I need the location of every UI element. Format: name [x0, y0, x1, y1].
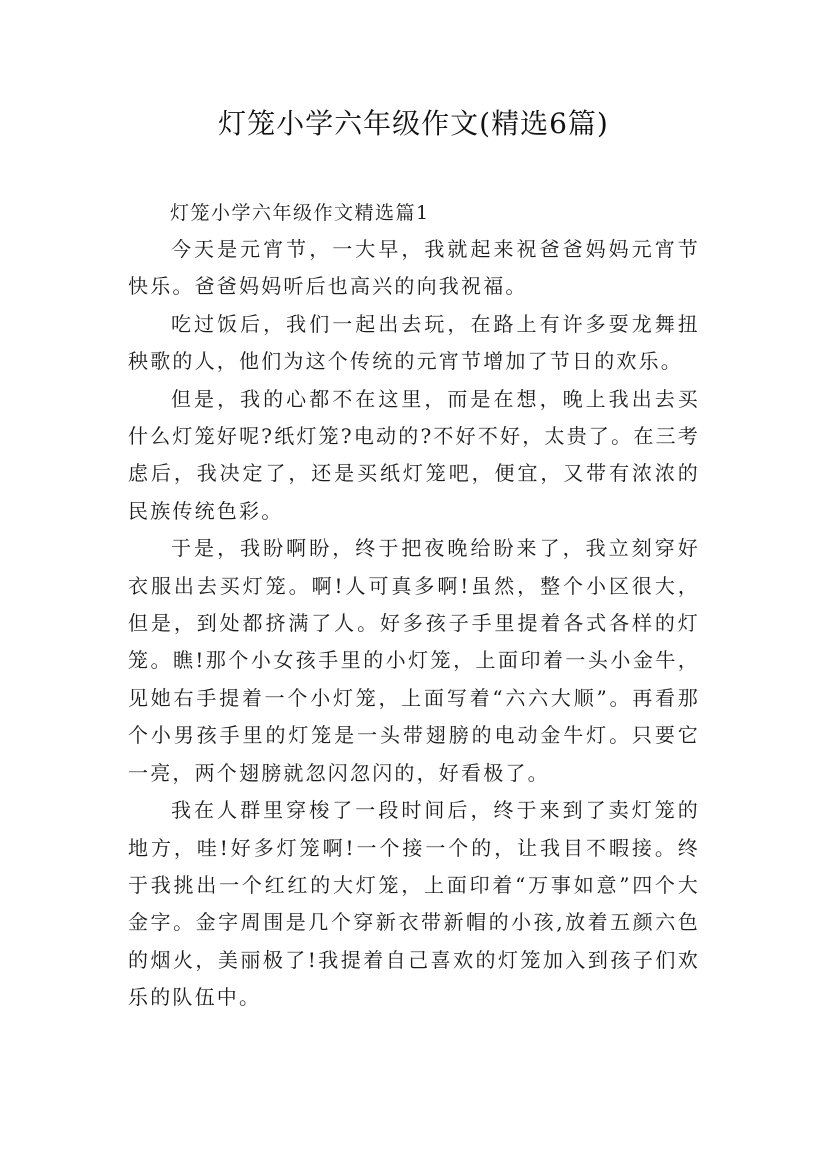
document-body: [128, 195, 700, 1017]
paragraph-2: 吃过饭后，我们一起出去玩，在路上有许多耍龙舞扭秧歌的人，他们为这个传统的元宵节增加了节日的欢乐。: [128, 311, 700, 374]
section-heading: 灯笼小学六年级作文精选篇1: [170, 202, 430, 224]
paragraph-5: 我在人群里穿梭了一段时间后，终于来到了卖灯笼的地方，哇!好多灯笼啊!一个接一个的，让我目不暇接。终于我挑出一个红红的大灯笼，上面印着“万事如意”四个大金字。金字周围是几个穿新衣带新帽的小孩,放着五颜六色的烟火，美丽极了!我提着自己喜欢的灯笼加入到孩子们欢乐的队伍中。: [128, 798, 700, 1010]
paragraph-1: 今天是元宵节，一大早，我就起来祝爸爸妈妈元宵节快乐。爸爸妈妈听后也高兴的向我祝福。: [128, 237, 700, 299]
paragraph-3: 但是，我的心都不在这里，而是在想，晚上我出去买什么灯笼好呢?纸灯笼?电动的?不好不好，太贵了。在三考虑后，我决定了，还是买纸灯笼吧，便宜，又带有浓浓的民族传统色彩。: [128, 386, 700, 523]
document-title: 灯笼小学六年级作文(精选6篇): [218, 107, 609, 140]
paragraph-4: 于是，我盼啊盼，终于把夜晚给盼来了，我立刻穿好衣服出去买灯笼。啊!人可真多啊!虽然，整个小区很大，但是，到处都挤满了人。好多孩子手里提着各式各样的灯笼。瞧!那个小女孩手里的小灯笼，上面印着一头小金牛，见她右手提着一个小灯笼，上面写着“六六大顺”。再看那个小男孩手里的灯笼是一头带翅膀的电动金牛灯。只要它一亮，两个翅膀就忽闪忽闪的，好看极了。: [128, 536, 700, 785]
